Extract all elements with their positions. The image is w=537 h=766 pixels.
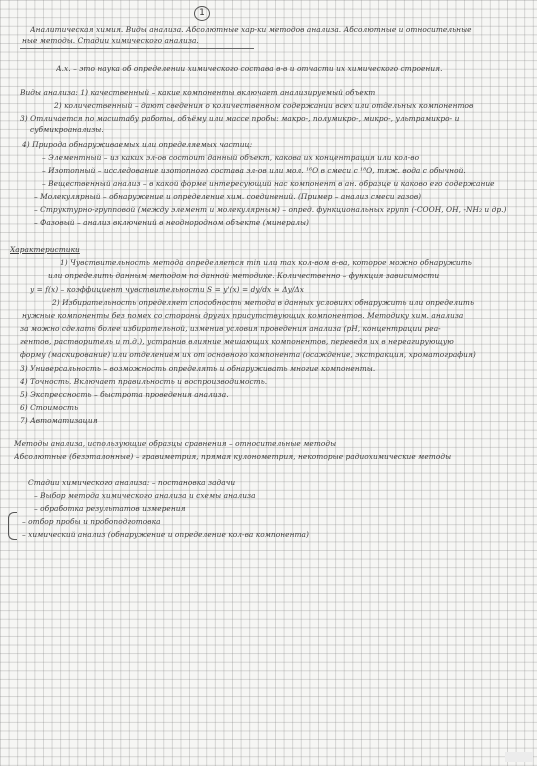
particles-item-5: – Структурно-групповой (между элемент и молекулярным) – опред. функциональных групп (-COOH, OH, -NH₂ и др.) — [34, 205, 507, 214]
methods-line-2: Абсолютные (безэталонные) – гравиметрия, прямая кулонометрия, некоторые радиохимические методы — [14, 452, 452, 461]
definition-line: А.х. – это наука об определении химического состава в-в и отчасти их химического строения. — [56, 64, 443, 73]
char-line-7: гентов, растворитель и т.д.), устранив влияние мешающих компонентов, переведя их в нереагирующую — [20, 337, 454, 346]
char-line-2: или определить данным методом по данной методике. Количественно – функция зависимости — [48, 271, 440, 280]
types-line-1: Виды анализа: 1) качественный – какие компоненты включает анализируемый объект — [20, 88, 376, 97]
char-line-9: 3) Универсальность – возможность определять и обнаруживать многие компоненты. — [20, 364, 376, 373]
char-formula-line: y = f(x) – коэффициент чувствительности S = y'(x) = dy/dx ≈ Δy/Δx — [30, 285, 304, 294]
types-line-3: 3) Отличается по масштабу работы, объёму или массе пробы: макро-, полумикро-, микро-, ультрамикро- и — [20, 114, 460, 123]
char-line-11: 5) Экспрессность – быстрота проведения анализа. — [20, 390, 229, 399]
char-line-4: 2) Избирательность определяет способность метода в данных условиях обнаружить или определить — [52, 298, 475, 307]
char-line-1: 1) Чувствительность метода определяется min или max кол-вом в-ва, которое можно обнаружить — [60, 258, 472, 267]
types-line-2: 2) количественный – дают сведения о количественном содержании всех или отдельных компонентов — [54, 101, 474, 110]
characteristics-heading: Характеристики — [10, 245, 80, 254]
particles-item-1: – Элементный – из каких эл-ов состоит данный объект, какова их концентрация или кол-во — [42, 153, 420, 162]
stages-item-4: – химический анализ (обнаружение и определение кол-ва компонента) — [22, 530, 309, 539]
stages-item-1: – Выбор метода химического анализа и схемы анализа — [34, 491, 256, 500]
title-underline — [20, 48, 254, 49]
particles-heading: 4) Природа обнаруживаемых или определяемых частиц: — [22, 140, 253, 149]
stages-item-3: – отбор пробы и пробоподготовка — [22, 517, 161, 526]
methods-line-1: Методы анализа, использующие образцы сравнения – относительные методы — [14, 439, 337, 448]
page-number-circled: 1 — [194, 6, 210, 21]
char-line-13: 7) Автоматизация — [20, 416, 98, 425]
particles-item-4: – Молекулярный – обнаружение и определение хим. соединений. (Пример – анализ смеси газов) — [34, 192, 422, 201]
char-line-10: 4) Точность. Включает правильность и воспроизводимость. — [20, 377, 268, 386]
corner-tag — [505, 752, 533, 762]
char-line-8: форму (маскирование) или отделением их от основного компонента (осаждение, экстракция, хроматография) — [20, 350, 476, 359]
particles-item-6: – Фазовый – анализ включений в неоднородном объекте (минералы) — [34, 218, 309, 227]
stages-bracket — [8, 512, 17, 540]
stages-heading: Стадии химического анализа: – постановка задачи — [28, 478, 236, 487]
particles-item-2: – Изотопный – исследование изотопного состава эл-ов или мол. ¹⁶О в смеси с ¹⁸О, тяж. вода с обычной. — [42, 166, 466, 175]
particles-item-3: – Вещественный анализ – в какой форме интересующий нас компонент в ан. образце и каково его содержание — [42, 179, 495, 188]
title-line-1: Аналитическая химия. Виды анализа. Абсолютные хар-ки методов анализа. Абсолютные и относительные — [30, 25, 472, 34]
char-line-5: нужные компоненты без помех со стороны других присутствующих компонентов. Методику хим. анализа — [22, 311, 464, 320]
title-line-2: ные методы. Стадии химического анализа. — [22, 36, 199, 45]
types-line-4: субмикроанализы. — [30, 125, 104, 134]
stages-item-2: – обработка результатов измерения — [34, 504, 186, 513]
char-line-12: 6) Стоимость — [20, 403, 79, 412]
char-line-6: за можно сделать более избирательной, изменив условия проведения анализа (pH, концентрации реа- — [20, 324, 441, 333]
